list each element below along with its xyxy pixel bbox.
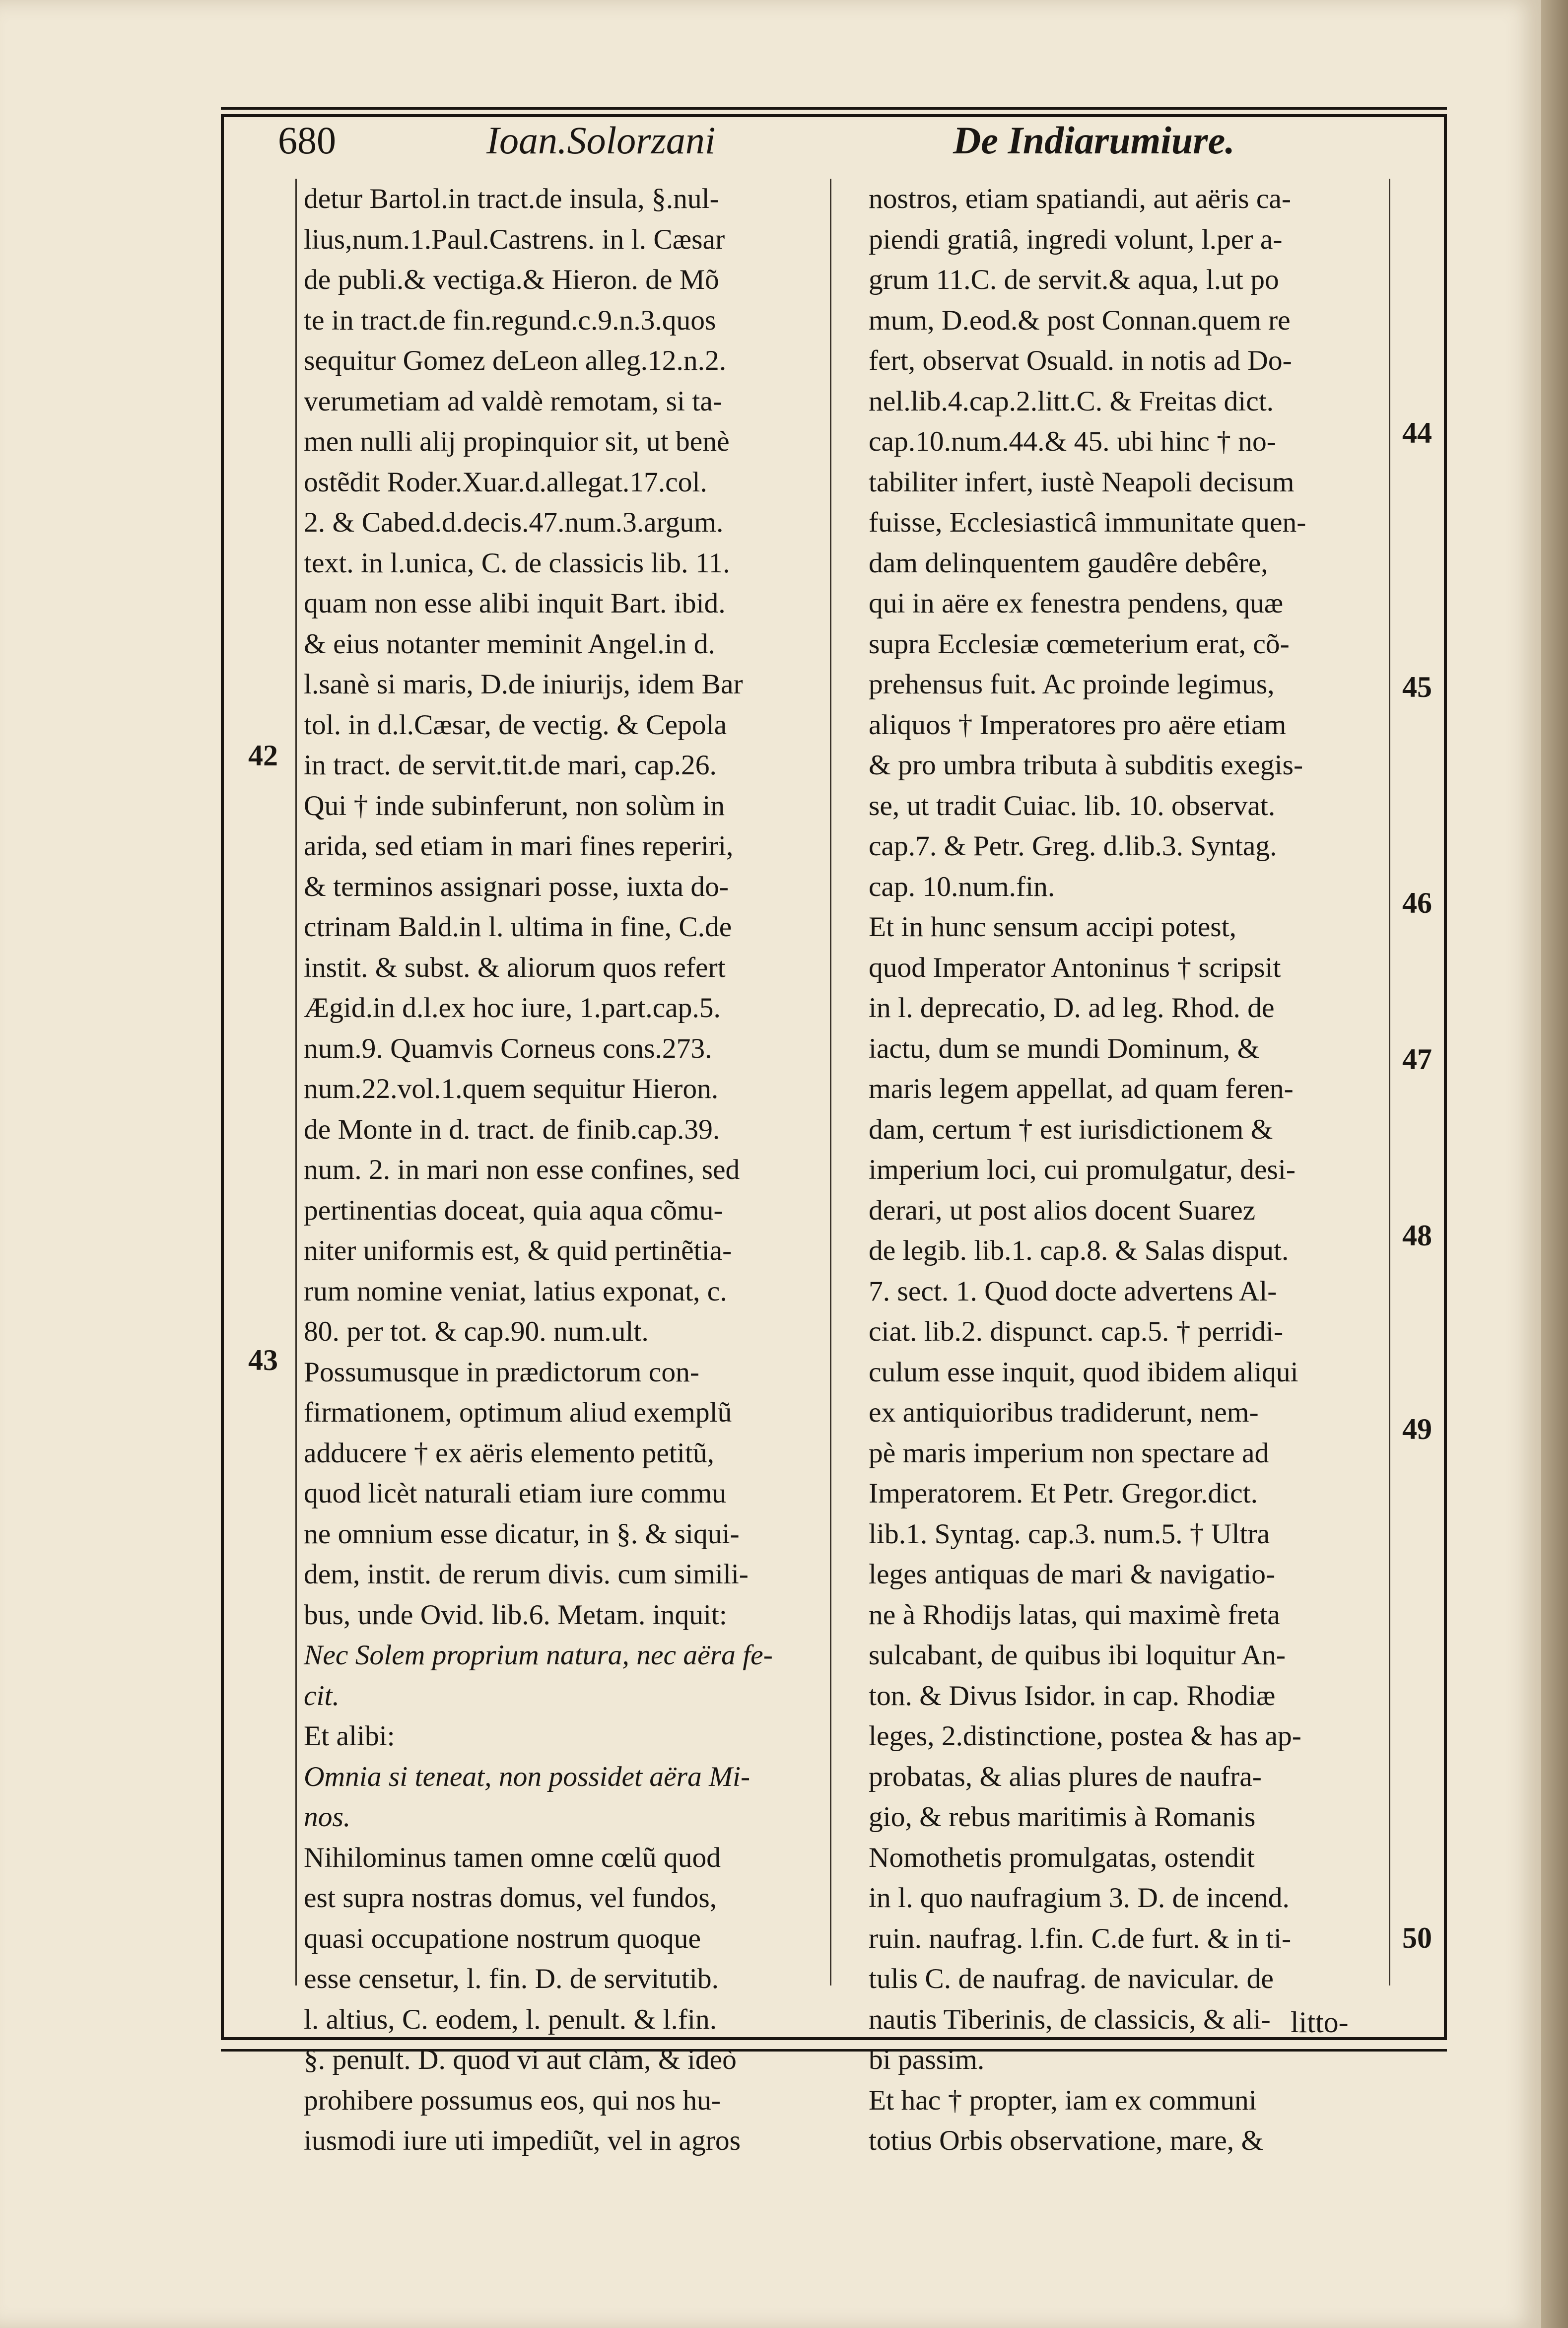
running-header — [278, 115, 1271, 170]
text-line: gio, & rebus maritimis à Romanis — [869, 1801, 1256, 1833]
text-line: esse censetur, l. fin. D. de servitutib. — [304, 1963, 719, 1994]
left-text-column — [304, 179, 810, 2161]
text-line: Nomothetis promulgatas, ostendit — [869, 1842, 1255, 1873]
text-line: §. penult. D. quod vi aut clàm, & ideò — [304, 2044, 737, 2075]
text-line: grum 11.C. de servit.& aqua, l.ut po — [869, 264, 1279, 295]
text-line: men nulli alij propinquior sit, ut benè — [304, 426, 730, 457]
text-line: ostẽdit Roder.Xuar.d.allegat.17.col. — [304, 466, 707, 498]
text-line: cap.7. & Petr. Greg. d.lib.3. Syntag. — [869, 830, 1277, 862]
text-line: nostros, etiam spatiandi, aut aëris ca- — [869, 183, 1292, 214]
text-line: dem, instit. de rerum divis. cum simili- — [304, 1559, 749, 1590]
text-line: Nec Solem proprium natura, nec aëra fe- — [304, 1640, 773, 1671]
text-line: bus, unde Ovid. lib.6. Metam. inquit: — [304, 1599, 727, 1631]
top-rule — [221, 107, 1447, 110]
text-line: instit. & subst. & aliorum quos refert — [304, 952, 726, 983]
text-line: de legib. lib.1. cap.8. & Salas disput. — [869, 1235, 1289, 1266]
text-line: lius,num.1.Paul.Castrens. in l. Cæsar — [304, 223, 725, 255]
margin-number-50: 50 — [1402, 1921, 1432, 1954]
page-edge — [1541, 0, 1568, 2328]
text-line: arida, sed etiam in mari fines reperiri, — [304, 830, 734, 862]
text-line: num.9. Quamvis Corneus cons.273. — [304, 1032, 712, 1064]
text-line: Et alibi: — [304, 1720, 395, 1752]
text-line: culum esse inquit, quod ibidem aliqui — [869, 1356, 1298, 1388]
text-line: Ægid.in d.l.ex hoc iure, 1.part.cap.5. — [304, 992, 721, 1024]
text-line: pè maris imperium non spectare ad — [869, 1437, 1269, 1469]
text-line: de publi.& vectiga.& Hieron. de Mõ — [304, 264, 719, 295]
margin-number-43: 43 — [248, 1344, 278, 1376]
text-line: ctrinam Bald.in l. ultima in fine, C.de — [304, 911, 732, 943]
margin-number-45: 45 — [1402, 671, 1432, 703]
right-column-rule — [1389, 179, 1390, 1986]
text-line: Et hac † propter, iam ex communi — [869, 2084, 1257, 2116]
margin-number-46: 46 — [1402, 887, 1432, 919]
margin-number-48: 48 — [1402, 1219, 1432, 1252]
text-line: aliquos † Imperatores pro aëre etiam — [869, 709, 1287, 741]
margin-number-44: 44 — [1402, 416, 1432, 449]
text-line: tabiliter infert, iustè Neapoli decisum — [869, 466, 1295, 498]
text-line: text. in l.unica, C. de classicis lib. 11. — [304, 547, 730, 579]
text-line: tol. in d.l.Cæsar, de vectig. & Cepola — [304, 709, 727, 741]
text-line: bi passim. — [869, 2044, 985, 2075]
text-line: num. 2. in mari non esse confines, sed — [304, 1154, 740, 1185]
text-line: Nihilominus tamen omne cœlũ quod — [304, 1842, 721, 1873]
catchword: litto- — [1291, 2006, 1349, 2039]
text-line: iactu, dum se mundi Dominum, & — [869, 1032, 1260, 1064]
text-line: nos. — [304, 1801, 351, 1833]
text-line: rum nomine veniat, latius exponat, c. — [304, 1275, 727, 1307]
text-line: cap. 10.num.fin. — [869, 871, 1055, 902]
text-line: l. altius, C. eodem, l. penult. & l.fin. — [304, 2003, 717, 2035]
text-line: & terminos assignari posse, iuxta do- — [304, 871, 729, 902]
margin-number-49: 49 — [1402, 1413, 1432, 1445]
margin-number-42: 42 — [248, 739, 278, 772]
text-line: quod Imperator Antoninus † scripsit — [869, 952, 1281, 983]
text-line: l.sanè si maris, D.de iniurijs, idem Bar — [304, 669, 743, 700]
running-title: De Indiarumiure. — [953, 119, 1235, 162]
text-line: te in tract.de fin.regund.c.9.n.3.quos — [304, 304, 716, 336]
text-line: in tract. de servit.tit.de mari, cap.26. — [304, 750, 717, 781]
text-line: firmationem, optimum aliud exemplũ — [304, 1397, 732, 1428]
text-line: piendi gratiâ, ingredi volunt, l.per a- — [869, 223, 1283, 255]
running-author: Ioan.Solorzani — [486, 119, 716, 162]
text-line: qui in aëre ex fenestra pendens, quæ — [869, 588, 1284, 619]
page-number: 680 — [278, 119, 336, 162]
text-line: tulis C. de naufrag. de navicular. de — [869, 1963, 1274, 1994]
text-line: ciat. lib.2. dispunct. cap.5. † perridi- — [869, 1316, 1284, 1347]
text-line: in l. deprecatio, D. ad leg. Rhod. de — [869, 992, 1275, 1024]
text-line: ne à Rhodijs latas, qui maximè freta — [869, 1599, 1280, 1631]
text-line: sulcabant, de quibus ibi loquitur An- — [869, 1640, 1286, 1671]
text-line: ruin. naufrag. l.fin. C.de furt. & in ti- — [869, 1922, 1292, 1954]
text-line: ton. & Divus Isidor. in cap. Rhodiæ — [869, 1680, 1276, 1712]
text-line: prohibere possumus eos, qui nos hu- — [304, 2084, 721, 2116]
text-line: 2. & Cabed.d.decis.47.num.3.argum. — [304, 507, 724, 538]
text-line: totius Orbis observatione, mare, & — [869, 2125, 1264, 2156]
text-line: prehensus fuit. Ac proinde legimus, — [869, 669, 1275, 700]
text-line: iusmodi iure uti impediũt, vel in agros — [304, 2125, 741, 2156]
text-line: Qui † inde subinferunt, non solùm in — [304, 790, 725, 822]
text-line: pertinentias doceat, quia aqua cõmu- — [304, 1194, 723, 1226]
text-line: lib.1. Syntag. cap.3. num.5. † Ultra — [869, 1518, 1270, 1550]
text-line: ex antiquioribus tradiderunt, nem- — [869, 1397, 1259, 1428]
text-line: & eius notanter meminit Angel.in d. — [304, 628, 715, 660]
text-line: Omnia si teneat, non possidet aëra Mi- — [304, 1761, 750, 1792]
text-line: quam non esse alibi inquit Bart. ibid. — [304, 588, 726, 619]
text-line: 7. sect. 1. Quod docte advertens Al- — [869, 1275, 1277, 1307]
text-line: se, ut tradit Cuiac. lib. 10. observat. — [869, 790, 1276, 822]
text-line: & pro umbra tributa à subditis exegis- — [869, 750, 1303, 781]
text-line: ne omnium esse dicatur, in §. & siqui- — [304, 1518, 740, 1550]
text-line: in l. quo naufragium 3. D. de incend. — [869, 1882, 1290, 1914]
left-column-rule — [295, 179, 297, 1986]
text-line: leges, 2.distinctione, postea & has ap- — [869, 1720, 1301, 1752]
text-line: cap.10.num.44.& 45. ubi hinc † no- — [869, 426, 1276, 457]
text-line: dam, certum † est iurisdictionem & — [869, 1113, 1273, 1145]
text-line: Possumusque in prædictorum con- — [304, 1356, 699, 1388]
text-line: de Monte in d. tract. de finib.cap.39. — [304, 1113, 720, 1145]
text-line: fuisse, Ecclesiasticâ immunitate quen- — [869, 507, 1306, 538]
text-line: supra Ecclesiæ cœmeterium erat, cõ- — [869, 628, 1290, 660]
text-line: detur Bartol.in tract.de insula, §.nul- — [304, 183, 719, 214]
text-line: Et in hunc sensum accipi potest, — [869, 911, 1236, 943]
text-line: probatas, & alias plures de naufra- — [869, 1761, 1262, 1792]
center-column-rule — [830, 179, 831, 1986]
text-line: nautis Tiberinis, de classicis, & ali- — [869, 2003, 1271, 2035]
text-line: 80. per tot. & cap.90. num.ult. — [304, 1316, 649, 1347]
text-line: niter uniformis est, & quid pertinẽtia- — [304, 1235, 732, 1266]
text-line: cit. — [304, 1680, 340, 1712]
text-line: fert, observat Osuald. in notis ad Do- — [869, 345, 1292, 376]
text-line: est supra nostras domus, vel fundos, — [304, 1882, 717, 1914]
text-line: num.22.vol.1.quem sequitur Hieron. — [304, 1073, 719, 1104]
text-line: imperium loci, cui promulgatur, desi- — [869, 1154, 1296, 1185]
text-line: sequitur Gomez deLeon alleg.12.n.2. — [304, 345, 727, 376]
text-line: leges antiquas de mari & navigatio- — [869, 1559, 1276, 1590]
text-line: derari, ut post alios docent Suarez — [869, 1194, 1256, 1226]
text-line: quasi occupatione nostrum quoque — [304, 1922, 701, 1954]
text-line: nel.lib.4.cap.2.litt.C. & Freitas dict. — [869, 385, 1274, 417]
text-line: adducere † ex aëris elemento petitũ, — [304, 1437, 714, 1469]
margin-number-47: 47 — [1402, 1043, 1432, 1076]
text-line: maris legem appellat, ad quam feren- — [869, 1073, 1294, 1104]
text-line: quod licèt naturali etiam iure commu — [304, 1478, 727, 1509]
text-line: mum, D.eod.& post Connan.quem re — [869, 304, 1291, 336]
text-line: Imperatorem. Et Petr. Gregor.dict. — [869, 1478, 1258, 1509]
right-text-column — [869, 179, 1385, 2161]
text-line: verumetiam ad valdè remotam, si ta- — [304, 385, 723, 417]
text-line: dam delinquentem gaudêre debêre, — [869, 547, 1268, 579]
